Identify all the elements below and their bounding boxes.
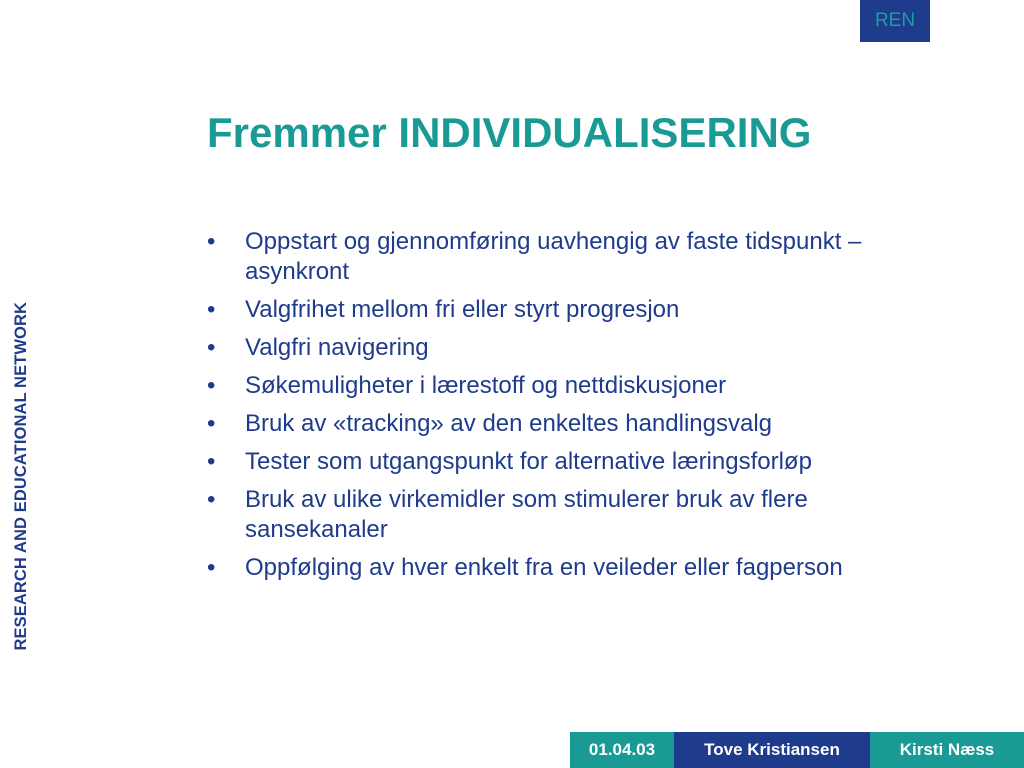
bullet-text: Bruk av ulike virkemidler som stimulerer bruk av flere sansekanaler xyxy=(245,486,808,543)
bullet-item xyxy=(207,409,887,439)
bullet-item xyxy=(207,295,887,325)
logo-text: REN xyxy=(874,10,916,31)
bullet-icon: • xyxy=(207,296,216,323)
bullet-icon: • xyxy=(207,228,216,255)
slide-title: Fremmer INDIVIDUALISERING xyxy=(207,109,812,156)
bullet-text: Valgfrihet mellom fri eller styrt progresjon xyxy=(245,296,680,323)
footer-author-text: Tove Kristiansen xyxy=(704,740,840,759)
bullet-text: Søkemuligheter i lærestoff og nettdiskusjoner xyxy=(245,372,727,399)
bullet-text: Oppfølging av hver enkelt fra en veileder eller fagperson xyxy=(245,554,843,581)
bullet-text: Valgfri navigering xyxy=(245,334,429,361)
bullet-icon: • xyxy=(207,486,216,513)
footer-name xyxy=(870,732,1024,768)
bullet-item xyxy=(207,447,887,477)
footer-date xyxy=(570,732,674,768)
bullet-item xyxy=(207,227,887,287)
bullet-text: Bruk av «tracking» av den enkeltes handlingsvalg xyxy=(245,410,772,437)
bullet-icon: • xyxy=(207,448,216,475)
bullet-icon: • xyxy=(207,372,216,399)
bullet-text: Oppstart og gjennomføring uavhengig av faste tidspunkt – asynkront xyxy=(245,228,862,285)
bullet-item xyxy=(207,333,887,363)
bullet-item xyxy=(207,371,887,401)
bullet-icon: • xyxy=(207,554,216,581)
bullet-icon: • xyxy=(207,410,216,437)
bullet-text: Tester som utgangspunkt for alternative læringsforløp xyxy=(245,448,812,475)
footer-author xyxy=(674,732,870,768)
bullet-item xyxy=(207,485,887,545)
ren-logo xyxy=(860,0,930,42)
bullet-item xyxy=(207,553,887,583)
footer-name-text: Kirsti Næss xyxy=(899,740,995,759)
sidebar-text: RESEARCH AND EDUCATIONAL NETWORK xyxy=(11,301,30,651)
footer-date-text: 01.04.03 xyxy=(588,740,656,759)
bullet-list xyxy=(207,227,887,591)
bullet-icon: • xyxy=(207,334,216,361)
sidebar-vertical-label xyxy=(8,240,34,712)
